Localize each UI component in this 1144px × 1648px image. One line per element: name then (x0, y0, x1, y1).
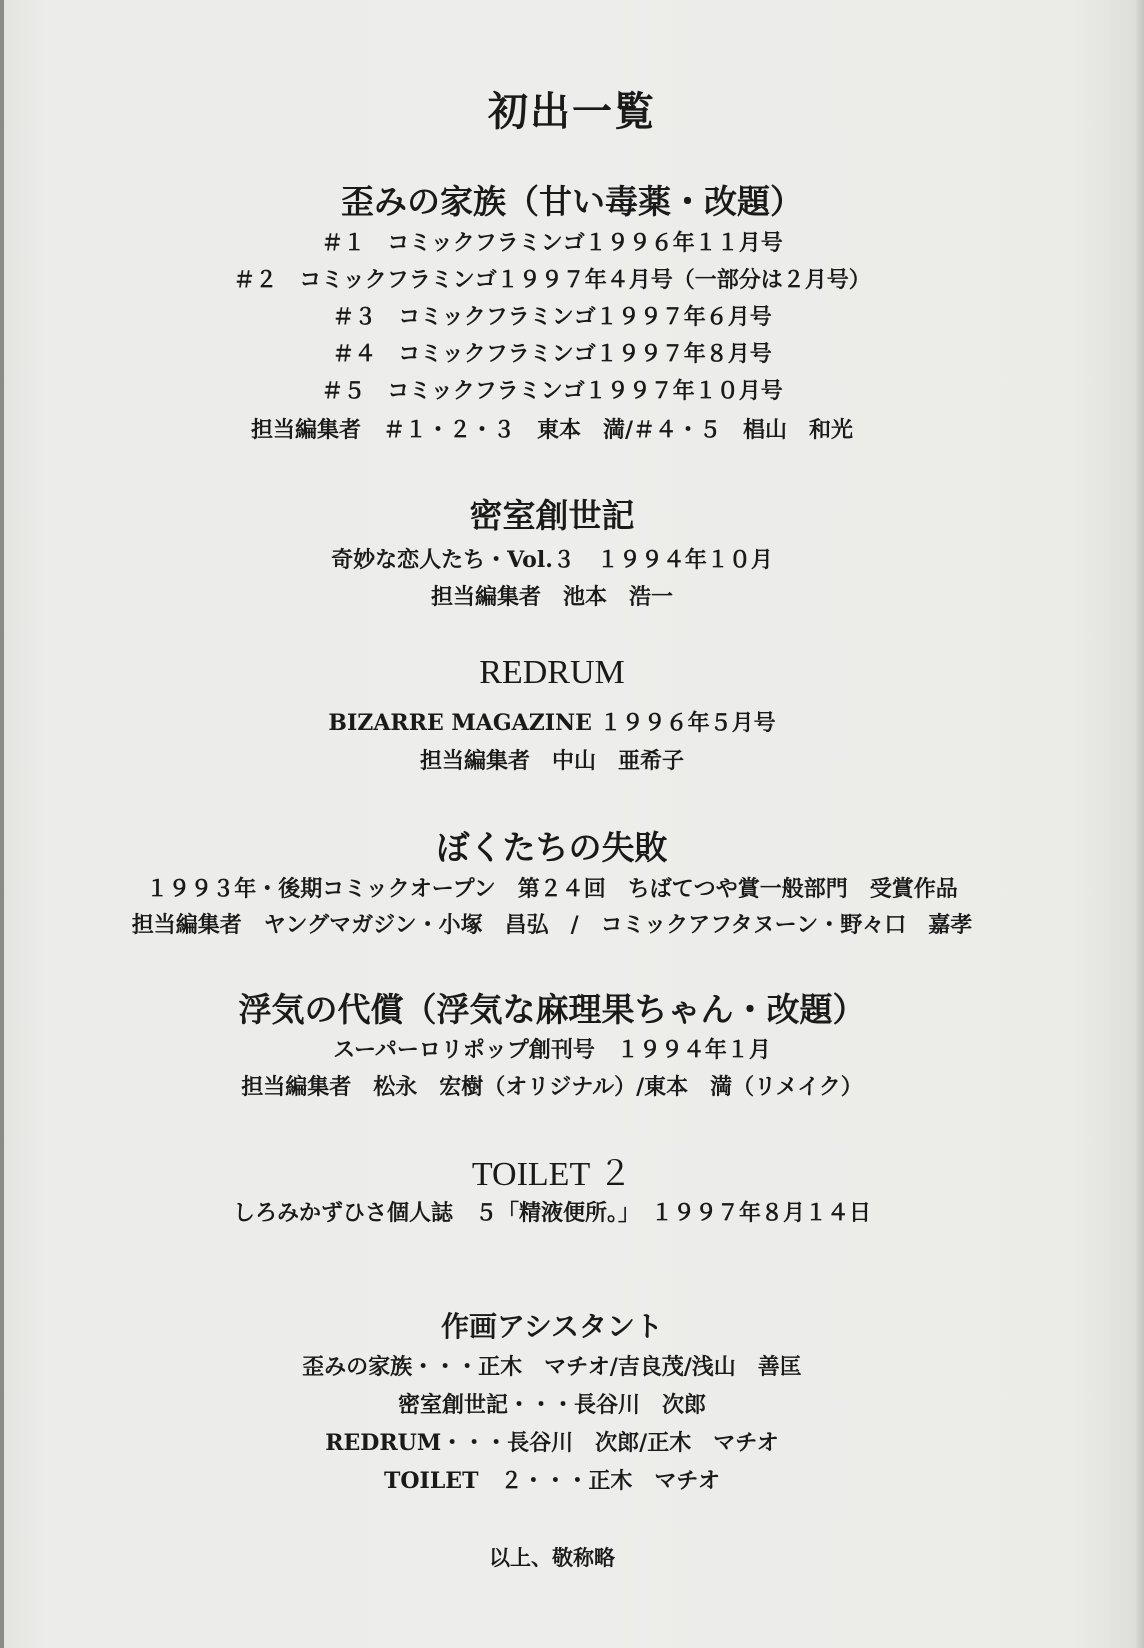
editor-line: 担当編集者 中山 亜希子 (419, 748, 684, 774)
section-title-redrum: REDRUM (479, 654, 625, 691)
entry-line: １９９３年・後期コミックオープン 第２４回 ちばてつや賞一般部門 受賞作品 (146, 876, 958, 902)
section-title-yugami: 歪みの家族（甘い毒薬・改題） (341, 182, 803, 221)
entry-line: ＃４ コミックフラミンゴ１９９７年８月号 (332, 341, 772, 367)
assistant-line: TOILET ２・・・正木 マチオ (384, 1468, 720, 1494)
footer-note: 以上、敬称略 (489, 1545, 615, 1570)
entry-line: BIZARRE MAGAZINE １９９６年５月号 (328, 710, 776, 736)
assistant-line: 歪みの家族・・・正木 マチオ/吉良茂/浅山 善匡 (302, 1354, 802, 1380)
entry-line: しろみかずひさ個人誌 ５「精液便所。」 １９９７年８月１４日 (232, 1200, 871, 1226)
section-title-toilet: TOILET ２ (471, 1156, 633, 1193)
entry-line: ＃２ コミックフラミンゴ１９９７年４月号（一部分は２月号） (233, 267, 871, 293)
editor-line: 担当編集者 松永 宏樹（オリジナル）/東本 満（リメイク） (241, 1074, 863, 1100)
entry-line: ＃３ コミックフラミンゴ１９９７年６月号 (332, 304, 772, 330)
assistants-title: 作画アシスタント (440, 1310, 664, 1343)
section-title-uwaki: 浮気の代償（浮気な麻理果ちゃん・改題） (238, 990, 866, 1029)
section-title-misshitsu: 密室創世記 (469, 496, 635, 535)
page-title: 初出一覧 (488, 88, 656, 135)
scan-edge-right (1136, 0, 1144, 1648)
editor-line: 担当編集者 ＃１・２・３ 東本 満/＃４・５ 椙山 和光 (250, 417, 854, 443)
entry-line: 奇妙な恋人たち・Vol.３ １９９４年１０月 (331, 547, 773, 573)
assistant-line: 密室創世記・・・長谷川 次郎 (397, 1392, 706, 1418)
entry-line: ＃５ コミックフラミンゴ１９９７年１０月号 (321, 378, 783, 404)
section-title-bokutachi: ぼくたちの失敗 (436, 828, 668, 867)
assistant-line: REDRUM・・・長谷川 次郎/正木 マチオ (325, 1430, 779, 1456)
entry-line: スーパーロリポップ創刊号 １９９４年１月 (333, 1037, 771, 1063)
editor-line: 担当編集者 ヤングマガジン・小塚 昌弘 / コミックアフタヌーン・野々口 嘉孝 (131, 912, 973, 938)
entry-line: ＃１ コミックフラミンゴ１９９６年１１月号 (321, 230, 783, 256)
editor-line: 担当編集者 池本 浩一 (430, 584, 673, 610)
